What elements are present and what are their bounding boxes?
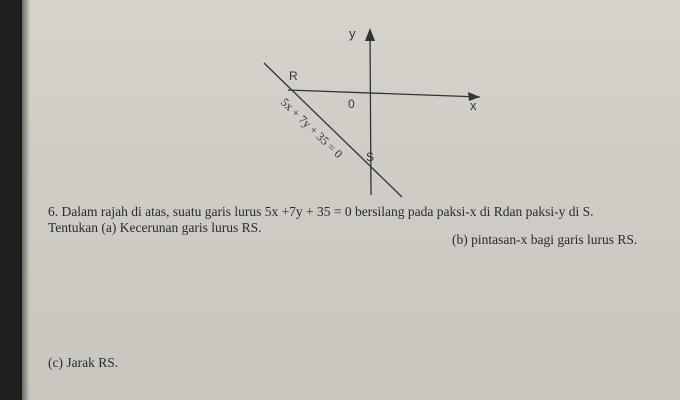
y-axis-arrow-icon — [365, 28, 375, 41]
line-rs — [264, 63, 402, 197]
point-r-label: R — [289, 69, 298, 83]
question-part-c: (c) Jarak RS. — [48, 355, 119, 370]
axis-x-label: x — [470, 98, 477, 113]
y-axis — [370, 30, 371, 195]
point-s-label: S — [366, 150, 375, 164]
line-equation-label: 5x + 7y + 35 = 0 — [277, 95, 346, 161]
x-axis — [288, 90, 480, 97]
question-6-text: 6. Dalam rajah di atas, suatu garis lurus 5x +7y + 35 = 0 bersilang pada paksi-x di Rdan paksi-y di S. — [48, 204, 594, 219]
origin-label: 0 — [348, 97, 355, 111]
axis-y-label: y — [349, 26, 356, 41]
question-part-a: Tentukan (a) Kecerunan garis lurus RS. — [48, 220, 262, 235]
question-part-b: (b) pintasan-x bagi garis lurus RS. — [452, 232, 638, 247]
